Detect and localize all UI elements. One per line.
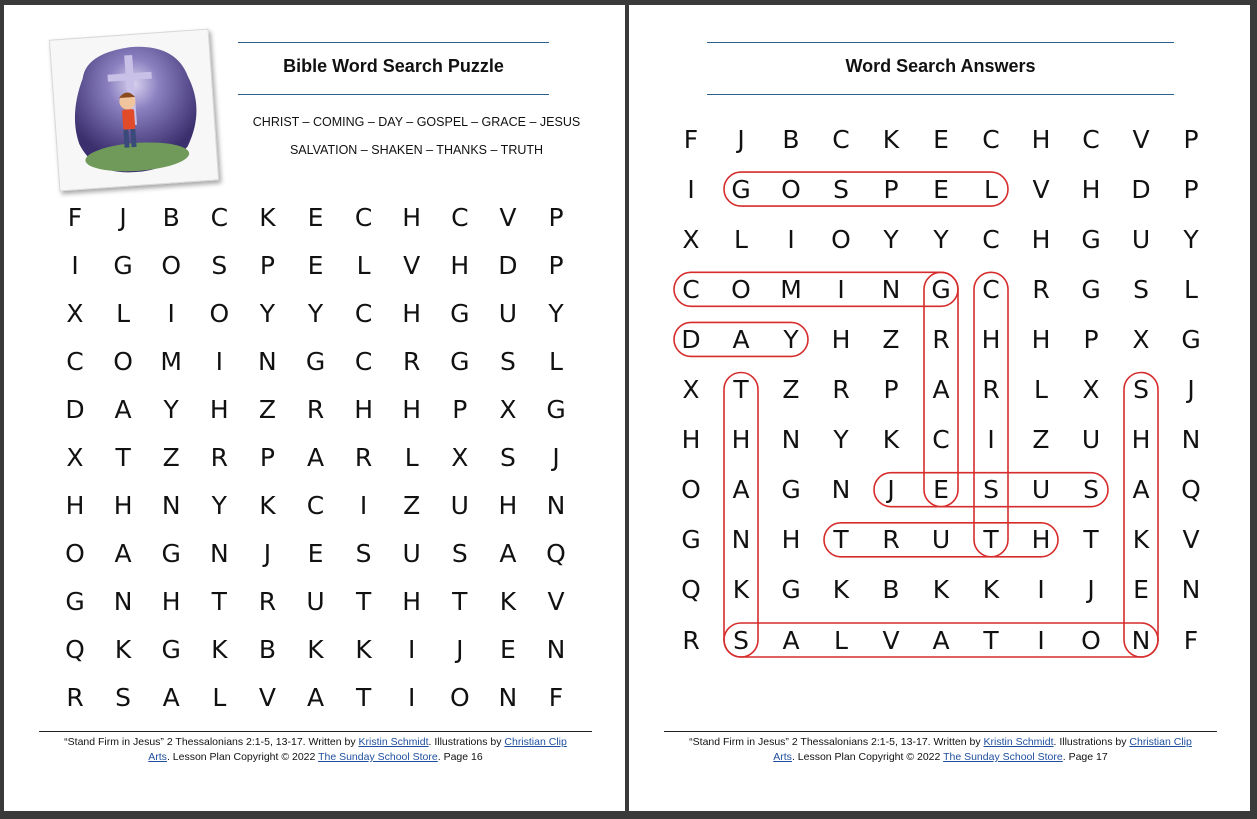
grid-cell-r6-c6: I (359, 490, 368, 520)
answer-cell-r6-c10: N (1181, 425, 1201, 455)
footer-rule (39, 731, 592, 732)
answer-cell-r7-c5: E (933, 475, 949, 505)
answers-page-title: Word Search Answers (845, 56, 1036, 76)
grid-cell-r10-c0: R (66, 682, 84, 712)
answer-cell-r8-c9: K (1132, 525, 1150, 555)
publisher-link[interactable]: The Sunday School Store (318, 751, 438, 763)
answer-cell-r9-c5: K (932, 575, 950, 605)
answer-cell-r4-c9: X (1132, 324, 1150, 354)
answer-cell-r7-c9: A (1132, 475, 1150, 505)
answer-cell-r6-c9: H (1131, 425, 1151, 455)
answer-cell-r2-c5: Y (933, 224, 949, 254)
answer-cell-r8-c1: N (731, 525, 751, 555)
grid-cell-r7-c7: U (402, 538, 421, 568)
grid-cell-r6-c4: K (259, 490, 276, 520)
answer-cell-r4-c3: H (831, 324, 851, 354)
author-link[interactable]: Kristin Schmidt (358, 736, 429, 748)
grid-cell-r5-c3: R (210, 442, 228, 472)
grid-cell-r8-c3: T (211, 586, 227, 616)
answer-cell-r2-c2: I (787, 224, 795, 254)
answer-cell-r10-c0: R (682, 625, 700, 655)
answer-circle-christ (974, 272, 1008, 557)
grid-cell-r10-c6: T (355, 682, 372, 712)
answer-cell-r2-c9: U (1131, 224, 1151, 254)
answer-cell-r0-c5: E (933, 124, 949, 154)
grid-cell-r7-c4: J (263, 538, 272, 568)
answer-cell-r6-c0: H (681, 425, 701, 455)
praying-boy-cross-illustration (50, 30, 218, 191)
answer-cell-r9-c3: K (832, 575, 850, 605)
grid-cell-r5-c5: A (306, 442, 325, 472)
answer-cell-r2-c6: C (982, 224, 1000, 254)
page-title: Bible Word Search Puzzle (283, 56, 504, 76)
grid-cell-r2-c5: Y (307, 298, 324, 328)
grid-cell-r2-c4: Y (259, 298, 276, 328)
footer-text-part3: . Lesson Plan Copyright © 2022 (166, 751, 319, 763)
answer-cell-r9-c4: B (882, 575, 900, 605)
answer-cell-r0-c10: P (1183, 124, 1199, 154)
grid-cell-r7-c3: N (209, 538, 229, 568)
answer-cell-r10-c10: F (1183, 625, 1199, 655)
answer-cell-r10-c6: T (983, 625, 999, 655)
answer-cell-r6-c2: N (781, 425, 801, 455)
answer-cell-r5-c2: Z (782, 375, 800, 404)
grid-cell-r0-c4: K (259, 202, 276, 232)
grid-cell-r2-c8: G (450, 298, 470, 328)
answer-cell-r0-c1: J (737, 124, 745, 154)
grid-cell-r3-c8: G (450, 346, 470, 376)
title-top-rule (238, 42, 549, 43)
answer-cell-r10-c8: O (1081, 625, 1101, 655)
grid-cell-r8-c4: R (258, 586, 277, 616)
grid-cell-r8-c7: H (402, 586, 422, 616)
grid-cell-r0-c0: F (67, 202, 83, 232)
answer-cell-r1-c2: O (781, 174, 801, 204)
grid-cell-r7-c0: O (65, 538, 85, 568)
answer-cell-r7-c1: A (732, 475, 750, 505)
grid-cell-r4-c6: H (354, 394, 373, 424)
answer-cell-r5-c1: T (733, 375, 749, 404)
grid-cell-r8-c10: V (547, 586, 565, 616)
answers-author-link[interactable]: Kristin Schmidt (983, 736, 1054, 748)
grid-cell-r5-c8: X (451, 442, 469, 472)
grid-cell-r9-c4: B (258, 634, 276, 664)
grid-cell-r10-c10: F (548, 682, 564, 712)
answer-cell-r1-c10: P (1183, 174, 1199, 204)
answer-cell-r8-c8: T (1083, 525, 1099, 555)
answer-cell-r5-c8: X (1082, 375, 1100, 404)
answer-cell-r4-c7: H (1031, 324, 1051, 354)
answer-cell-r0-c6: C (982, 124, 1000, 154)
answer-cell-r0-c7: H (1031, 124, 1051, 154)
answer-cell-r5-c10: J (1187, 375, 1195, 404)
grid-cell-r0-c3: C (210, 202, 229, 232)
grid-cell-r0-c6: C (354, 202, 373, 232)
grid-cell-r7-c2: G (161, 538, 181, 568)
answer-cell-r6-c1: H (731, 425, 751, 455)
answer-cell-r8-c6: T (983, 525, 999, 555)
grid-cell-r0-c5: E (307, 202, 324, 232)
grid-cell-r5-c6: R (354, 442, 373, 472)
answer-cell-r4-c6: H (981, 324, 1001, 354)
answer-cell-r4-c4: Z (882, 324, 900, 354)
grid-cell-r1-c5: E (307, 250, 324, 280)
grid-cell-r3-c5: G (305, 346, 326, 376)
answer-cell-r7-c10: Q (1181, 475, 1201, 505)
answer-cell-r3-c2: M (780, 274, 802, 304)
answer-cell-r8-c5: U (931, 525, 951, 555)
grid-cell-r3-c4: N (258, 346, 277, 376)
answer-cell-r1-c9: D (1131, 174, 1151, 204)
answer-cell-r10-c2: A (782, 625, 800, 655)
grid-cell-r2-c1: L (116, 298, 131, 328)
grid-cell-r10-c5: A (306, 682, 325, 712)
grid-cell-r9-c8: J (456, 634, 464, 664)
grid-cell-r10-c9: N (498, 682, 518, 712)
answer-circle-gospel (724, 172, 1008, 206)
grid-cell-r4-c0: D (65, 394, 85, 424)
answer-cell-r2-c8: G (1081, 224, 1101, 254)
grid-cell-r2-c9: U (498, 298, 518, 328)
answers-footer-text (664, 735, 1217, 765)
answer-cell-r0-c3: C (832, 124, 850, 154)
answer-cell-r8-c4: R (882, 525, 900, 555)
grid-cell-r5-c10: J (552, 442, 560, 472)
answer-cell-r7-c8: S (1083, 475, 1099, 505)
grid-cell-r5-c1: T (115, 442, 131, 472)
grid-cell-r0-c9: V (499, 202, 517, 232)
answer-cell-r4-c10: G (1181, 324, 1201, 354)
grid-cell-r0-c1: J (119, 202, 127, 232)
answers-page (629, 5, 1250, 811)
grid-cell-r4-c2: Y (163, 394, 179, 424)
answer-cell-r1-c3: S (833, 174, 849, 204)
grid-cell-r2-c2: I (167, 298, 175, 328)
title-bottom-rule (238, 94, 549, 95)
grid-cell-r1-c4: P (259, 250, 275, 280)
grid-cell-r4-c8: P (452, 394, 468, 424)
grid-cell-r3-c7: R (403, 346, 421, 376)
answer-circle-coming (674, 272, 958, 306)
grid-cell-r6-c0: H (65, 490, 85, 520)
grid-cell-r1-c10: P (548, 250, 564, 280)
answer-cell-r9-c9: E (1133, 575, 1149, 605)
grid-cell-r1-c8: H (450, 250, 470, 280)
grid-cell-r0-c10: P (548, 202, 564, 232)
answer-cell-r2-c1: L (734, 224, 748, 254)
grid-cell-r9-c7: I (408, 634, 416, 664)
answer-cell-r0-c4: K (882, 124, 900, 154)
answer-cell-r4-c0: D (681, 324, 701, 354)
grid-cell-r9-c2: G (161, 634, 181, 664)
grid-cell-r4-c4: Z (258, 394, 276, 424)
answer-cell-r1-c5: E (933, 174, 949, 204)
footer-text-part1: “Stand Firm in Jesus” 2 Thessalonians 2:1-5, 13-17. Written by (64, 736, 359, 748)
answer-cell-r10-c5: A (932, 625, 950, 655)
answer-cell-r3-c7: R (1032, 274, 1050, 304)
grid-cell-r9-c5: K (307, 634, 324, 664)
grid-cell-r10-c1: S (115, 682, 132, 712)
answer-cell-r4-c8: P (1083, 324, 1099, 354)
illustrator-link-part1[interactable]: Christian Clip (504, 736, 567, 748)
grid-cell-r6-c8: U (450, 490, 469, 520)
clipart-image (49, 29, 219, 192)
grid-cell-r9-c3: K (211, 634, 228, 664)
answer-cell-r8-c7: H (1031, 525, 1051, 555)
grid-cell-r8-c2: H (161, 586, 181, 616)
grid-cell-r5-c2: Z (162, 442, 180, 472)
grid-cell-r4-c5: R (306, 394, 325, 424)
answer-cell-r10-c7: I (1037, 625, 1045, 655)
grid-cell-r2-c6: C (354, 298, 373, 328)
answer-cell-r5-c0: X (682, 375, 700, 404)
answer-cell-r5-c3: R (832, 375, 850, 404)
answer-cell-r6-c5: C (932, 425, 950, 455)
answer-cell-r2-c0: X (682, 224, 700, 254)
puzzle-page (4, 5, 625, 811)
answer-cell-r9-c10: N (1181, 575, 1201, 605)
answer-cell-r3-c5: G (931, 274, 951, 304)
grid-cell-r0-c2: B (162, 202, 180, 232)
answer-cell-r0-c8: C (1082, 124, 1100, 154)
grid-cell-r3-c9: S (499, 346, 516, 376)
grid-cell-r7-c9: A (499, 538, 517, 568)
grid-cell-r3-c10: L (549, 346, 563, 376)
footer-text (39, 735, 592, 765)
grid-cell-r8-c9: K (499, 586, 517, 616)
grid-cell-r3-c1: O (113, 346, 133, 376)
grid-cell-r2-c0: X (66, 298, 84, 328)
answer-cell-r1-c7: V (1032, 174, 1050, 204)
grid-cell-r5-c7: L (404, 442, 419, 472)
answer-cell-r3-c10: L (1184, 274, 1198, 304)
answers-footer-part1: “Stand Firm in Jesus” 2 Thessalonians 2:1-5, 13-17. Written by (689, 736, 984, 748)
grid-cell-r4-c3: H (209, 394, 229, 424)
answer-cell-r1-c0: I (687, 174, 695, 204)
page-prefix: . Page (437, 751, 472, 763)
answer-cell-r8-c2: H (781, 525, 801, 555)
answer-cell-r7-c6: S (983, 475, 999, 505)
answer-cell-r3-c6: C (982, 274, 1000, 304)
answer-cell-r8-c3: T (833, 525, 849, 555)
answer-cell-r1-c6: L (984, 174, 998, 204)
answer-cell-r3-c9: S (1133, 274, 1149, 304)
grid-cell-r6-c9: H (498, 490, 518, 520)
grid-cell-r8-c1: N (113, 586, 133, 616)
grid-cell-r1-c7: V (403, 250, 421, 280)
answer-cell-r6-c4: K (882, 425, 900, 455)
grid-cell-r2-c7: H (402, 298, 422, 328)
grid-cell-r3-c6: C (354, 346, 373, 376)
grid-cell-r4-c10: G (546, 394, 566, 424)
answer-cell-r5-c6: R (982, 375, 1000, 404)
answer-cell-r3-c0: C (682, 274, 700, 304)
answers-illustrator-link-part1[interactable]: Christian Clip (1129, 736, 1192, 748)
answer-cell-r4-c1: A (732, 324, 750, 354)
answer-cell-r10-c3: L (834, 625, 848, 655)
answer-cell-r9-c0: Q (681, 575, 701, 605)
grid-cell-r9-c0: Q (65, 634, 85, 664)
footer-text-part2: . Illustrations by (428, 736, 505, 748)
grid-cell-r10-c7: I (408, 682, 416, 712)
grid-cell-r6-c5: C (306, 490, 325, 520)
grid-cell-r4-c7: H (402, 394, 422, 424)
answer-cell-r2-c10: Y (1183, 224, 1199, 254)
grid-cell-r4-c9: X (499, 394, 517, 424)
answers-footer-part3: . Lesson Plan Copyright © 2022 (791, 751, 944, 763)
grid-cell-r3-c2: M (160, 346, 182, 376)
answer-cell-r1-c4: P (883, 174, 899, 204)
answer-cell-r2-c4: Y (883, 224, 899, 254)
answer-cell-r3-c4: N (881, 274, 901, 304)
answer-circle-shaken (1124, 373, 1158, 658)
answer-cell-r3-c3: I (837, 274, 845, 304)
answer-cell-r7-c7: U (1031, 475, 1051, 505)
grid-cell-r6-c7: Z (403, 490, 421, 520)
answer-cell-r9-c6: K (982, 575, 1000, 605)
answer-cell-r2-c3: O (831, 224, 851, 254)
answer-cell-r8-c0: G (681, 525, 701, 555)
answers-footer-part2: . Illustrations by (1053, 736, 1130, 748)
grid-cell-r10-c3: L (212, 682, 227, 712)
answer-cell-r8-c10: V (1182, 525, 1200, 555)
answer-cell-r6-c6: I (987, 425, 995, 455)
grid-cell-r6-c3: Y (211, 490, 227, 520)
answer-cell-r10-c1: S (733, 625, 749, 655)
grid-cell-r0-c7: H (402, 202, 422, 232)
answers-page-number: 17 (1096, 751, 1108, 763)
answer-cell-r1-c1: G (731, 174, 751, 204)
answer-cell-r6-c3: Y (833, 425, 849, 455)
grid-cell-r6-c10: N (546, 490, 566, 520)
answers-illustrator-link-part2[interactable]: Arts (773, 751, 792, 763)
answer-cell-r5-c7: L (1034, 375, 1048, 404)
answer-cell-r9-c2: G (781, 575, 801, 605)
answer-cell-r0-c9: V (1132, 124, 1150, 154)
grid-cell-r5-c9: S (499, 442, 516, 472)
grid-cell-r9-c9: E (499, 634, 516, 664)
answer-cell-r6-c8: U (1081, 425, 1101, 455)
answers-footer-rule (664, 731, 1217, 732)
page-number: 16 (471, 751, 483, 763)
answer-cell-r1-c8: H (1081, 174, 1101, 204)
grid-cell-r1-c3: S (211, 250, 228, 280)
answer-cell-r7-c3: N (831, 475, 851, 505)
grid-cell-r10-c8: O (449, 682, 470, 712)
grid-cell-r7-c1: A (114, 538, 132, 568)
answer-cell-r7-c2: G (781, 475, 801, 505)
grid-cell-r1-c6: L (356, 250, 371, 280)
answer-cell-r2-c7: H (1031, 224, 1051, 254)
answer-cell-r9-c1: K (732, 575, 750, 605)
answer-circle-thanks (724, 373, 758, 658)
grid-cell-r5-c4: P (259, 442, 275, 472)
grid-cell-r1-c0: I (71, 250, 79, 280)
answer-cell-r6-c7: Z (1032, 425, 1050, 455)
grid-cell-r10-c4: V (258, 682, 276, 712)
grid-cell-r3-c3: I (215, 346, 223, 376)
grid-cell-r2-c10: Y (548, 298, 564, 328)
grid-cell-r8-c8: T (452, 586, 468, 616)
answer-cell-r10-c4: V (882, 625, 900, 655)
answer-cell-r9-c7: I (1037, 575, 1045, 605)
grid-cell-r6-c2: N (161, 490, 181, 520)
grid-cell-r6-c1: H (113, 490, 133, 520)
answer-cell-r5-c9: S (1133, 375, 1149, 404)
illustrator-link-part2[interactable]: Arts (148, 751, 167, 763)
answers-publisher-link[interactable]: The Sunday School Store (943, 751, 1063, 763)
grid-cell-r8-c5: U (306, 586, 325, 616)
grid-cell-r2-c3: O (209, 298, 230, 328)
word-list-line-2: SALVATION – SHAKEN – THANKS – TRUTH (289, 143, 544, 157)
answer-cell-r3-c1: O (731, 274, 751, 304)
answer-cell-r7-c0: O (681, 475, 701, 505)
answers-page-prefix: . Page (1062, 751, 1097, 763)
grid-cell-r7-c10: Q (546, 538, 566, 568)
grid-cell-r1-c9: D (498, 250, 518, 280)
answer-cell-r4-c2: Y (783, 324, 799, 354)
grid-cell-r9-c6: K (355, 634, 372, 664)
grid-cell-r5-c0: X (66, 442, 84, 472)
grid-cell-r1-c1: G (113, 250, 133, 280)
grid-cell-r7-c8: S (451, 538, 468, 568)
grid-cell-r8-c0: G (65, 586, 85, 616)
answer-cell-r4-c5: R (932, 324, 950, 354)
grid-cell-r3-c0: C (66, 346, 84, 376)
grid-cell-r9-c10: N (546, 634, 566, 664)
grid-cell-r7-c5: E (307, 538, 324, 568)
grid-cell-r4-c1: A (114, 394, 132, 424)
grid-cell-r10-c2: A (162, 682, 180, 712)
answer-cell-r9-c8: J (1087, 575, 1095, 605)
grid-cell-r7-c6: S (355, 538, 372, 568)
grid-cell-r1-c2: O (161, 250, 182, 280)
answer-cell-r0-c0: F (683, 124, 699, 154)
grid-cell-r9-c1: K (114, 634, 132, 664)
grid-cell-r8-c6: T (355, 586, 372, 616)
grid-cell-r0-c8: C (451, 202, 469, 232)
answer-cell-r7-c4: J (887, 475, 895, 505)
answer-cell-r0-c2: B (782, 124, 800, 154)
answer-cell-r10-c9: N (1131, 625, 1151, 655)
answer-cell-r5-c5: A (932, 375, 950, 404)
word-list-line-1: CHRIST – COMING – DAY – GOSPEL – GRACE – JESUS (252, 115, 581, 129)
answer-cell-r5-c4: P (883, 375, 899, 404)
answer-cell-r3-c8: G (1081, 274, 1101, 304)
